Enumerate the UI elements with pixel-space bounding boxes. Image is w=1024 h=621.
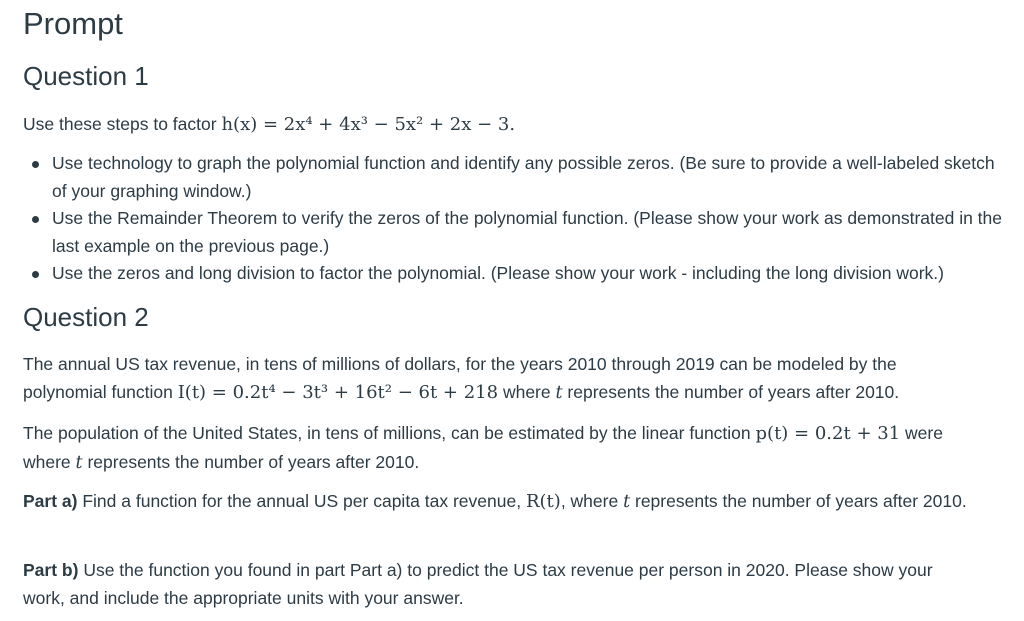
variable-t: t [555,383,563,403]
list-item [52,205,1012,260]
list-item [52,260,1012,288]
question-1-intro [23,110,1008,139]
function-I: I(t) = 0.2t⁴ − 3t³ + 16t² − 6t + 218 [177,382,499,403]
part-a-label: Part a) [23,491,78,511]
bullet-icon [32,161,39,168]
part-b-text: Use the function you found in part Part a) to predict the US tax revenue per person in 2020. Please show your work, and include the appropriate units with your answer. [23,560,933,608]
function-R: R(t) [525,491,561,512]
years-text: represents the number of years after 2010. [567,382,900,402]
bullet-icon [32,216,39,223]
variable-t: t [75,453,83,473]
step-text: Use technology to graph the polynomial function and identify any possible zeros. (Be sure to provide a well-labeled sketch of your graphing window.) [52,153,995,201]
bullet-icon [32,271,39,278]
function-h: h(x) = 2x⁴ + 4x³ − 5x² + 2x − 3. [221,114,516,135]
question-2-revenue-paragraph [23,350,968,407]
where-text: , where [560,491,619,511]
revenue-text: The annual US tax revenue, in tens of millions of dollars, for the years 2010 through 2019 can be modeled by the polynomial function [23,354,897,402]
question-2-heading: Question 2 [23,302,149,332]
population-text: The population of the United States, in tens of millions, can be estimated by the linear function [23,423,751,443]
years-text: represents the number of years after 2010. [87,452,420,472]
question-2-population-paragraph [23,419,988,477]
step-text: Use the Remainder Theorem to verify the zeros of the polynomial function. (Please show your work as demonstrated in the last example on the previous page.) [52,208,1003,256]
part-a-text: Find a function for the annual US per capita tax revenue, [82,491,522,511]
where-text: where [502,382,551,402]
step-text: Use the zeros and long division to factor the polynomial. (Please show your work - including the long division work.) [52,263,944,283]
part-b-paragraph [23,556,978,612]
list-item [52,150,1012,205]
where-text: were where [23,423,943,472]
intro-text: Use these steps to factor [23,114,217,134]
question-1-steps [23,150,1012,288]
part-b-label: Part b) [23,560,79,580]
function-p: p(t) = 0.2t + 31 [755,423,901,444]
variable-t: t [623,492,631,512]
page-title: Prompt [23,6,123,41]
part-a-paragraph [23,487,968,516]
question-1-heading: Question 1 [23,61,149,91]
years-text: represents the number of years after 2010. [635,491,967,511]
